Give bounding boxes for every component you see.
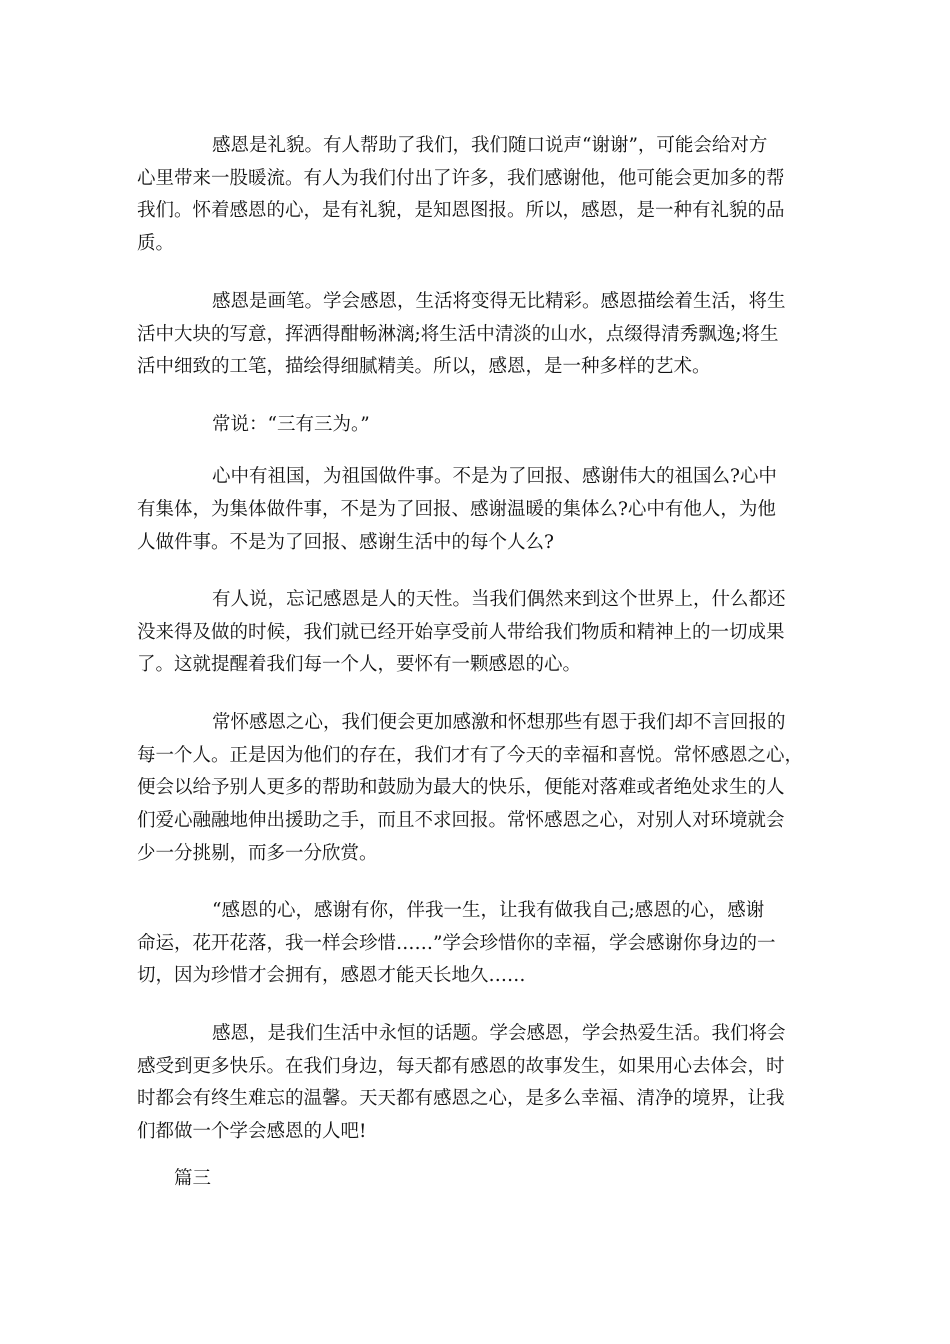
paragraph-2-line-3: 活中细致的工笔，描绘得细腻精美。所以，感恩，是一种多样的艺术。 [137, 356, 711, 377]
paragraph-4-line-3: 人做件事。不是为了回报、感谢生活中的每个人么? [137, 532, 554, 553]
paragraph-3-line-1: 常说：“三有三为。” [212, 414, 370, 435]
paragraph-1-line-2: 心里带来一股暖流。有人为我们付出了许多，我们感谢他，他可能会更加多的帮 [137, 168, 785, 189]
paragraph-1-line-1: 感恩是礼貌。有人帮助了我们，我们随口说声“谢谢”，可能会给对方 [212, 135, 768, 156]
paragraph-4-line-2: 有集体，为集体做件事，不是为了回报、感谢温暖的集体么?心中有他人，为他 [137, 499, 776, 520]
paragraph-6-line-3: 便会以给予别人更多的帮助和鼓励为最大的快乐，便能对落难或者绝处求生的人 [137, 777, 785, 798]
paragraph-5-line-3: 了。这就提醒着我们每一个人，要怀有一颗感恩的心。 [137, 654, 582, 675]
paragraph-5-line-2: 没来得及做的时候，我们就已经开始享受前人带给我们物质和精神上的一切成果 [137, 622, 785, 643]
paragraph-7-line-1: “感恩的心，感谢有你，伴我一生，让我有做我自己;感恩的心，感谢 [212, 900, 765, 921]
paragraph-8-line-3: 时都会有终生难忘的温馨。天天都有感恩之心，是多么幸福、清净的境界，让我 [137, 1088, 785, 1109]
paragraph-1-line-3: 我们。怀着感恩的心，是有礼貌，是知恩图报。所以，感恩，是一种有礼貌的品 [137, 200, 785, 221]
paragraph-1-line-4: 质。 [137, 233, 175, 254]
paragraph-6-line-5: 少一分挑剔，而多一分欣赏。 [137, 843, 378, 864]
paragraph-7-line-3: 切，因为珍惜才会拥有，感恩才能天长地久…… [137, 965, 526, 986]
section-heading: 篇三 [174, 1168, 212, 1189]
paragraph-7-line-2: 命运，花开花落，我一样会珍惜……”学会珍惜你的幸福，学会感谢你身边的一 [137, 933, 776, 954]
paragraph-8-line-4: 们都做一个学会感恩的人吧! [137, 1121, 367, 1142]
paragraph-6-line-1: 常怀感恩之心，我们便会更加感激和怀想那些有恩于我们却不言回报的 [212, 712, 786, 733]
paragraph-5-line-1: 有人说，忘记感恩是人的天性。当我们偶然来到这个世界上，什么都还 [212, 589, 786, 610]
paragraph-8-line-2: 感受到更多快乐。在我们身边，每天都有感恩的故事发生，如果用心去体会，时 [137, 1056, 785, 1077]
paragraph-2-line-2: 活中大块的写意，挥洒得酣畅淋漓;将生活中清淡的山水，点缀得清秀飘逸;将生 [137, 324, 779, 345]
paragraph-6-line-2: 每一个人。正是因为他们的存在，我们才有了今天的幸福和喜悦。常怀感恩之心， [137, 745, 804, 766]
paragraph-4-line-1: 心中有祖国，为祖国做件事。不是为了回报、感谢伟大的祖国么?心中 [212, 466, 777, 487]
paragraph-8-line-1: 感恩，是我们生活中永恒的话题。学会感恩，学会热爱生活。我们将会 [212, 1023, 786, 1044]
paragraph-2-line-1: 感恩是画笔。学会感恩，生活将变得无比精彩。感恩描绘着生活，将生 [212, 291, 786, 312]
paragraph-6-line-4: 们爱心融融地伸出援助之手，而且不求回报。常怀感恩之心，对别人对环境就会 [137, 810, 785, 831]
